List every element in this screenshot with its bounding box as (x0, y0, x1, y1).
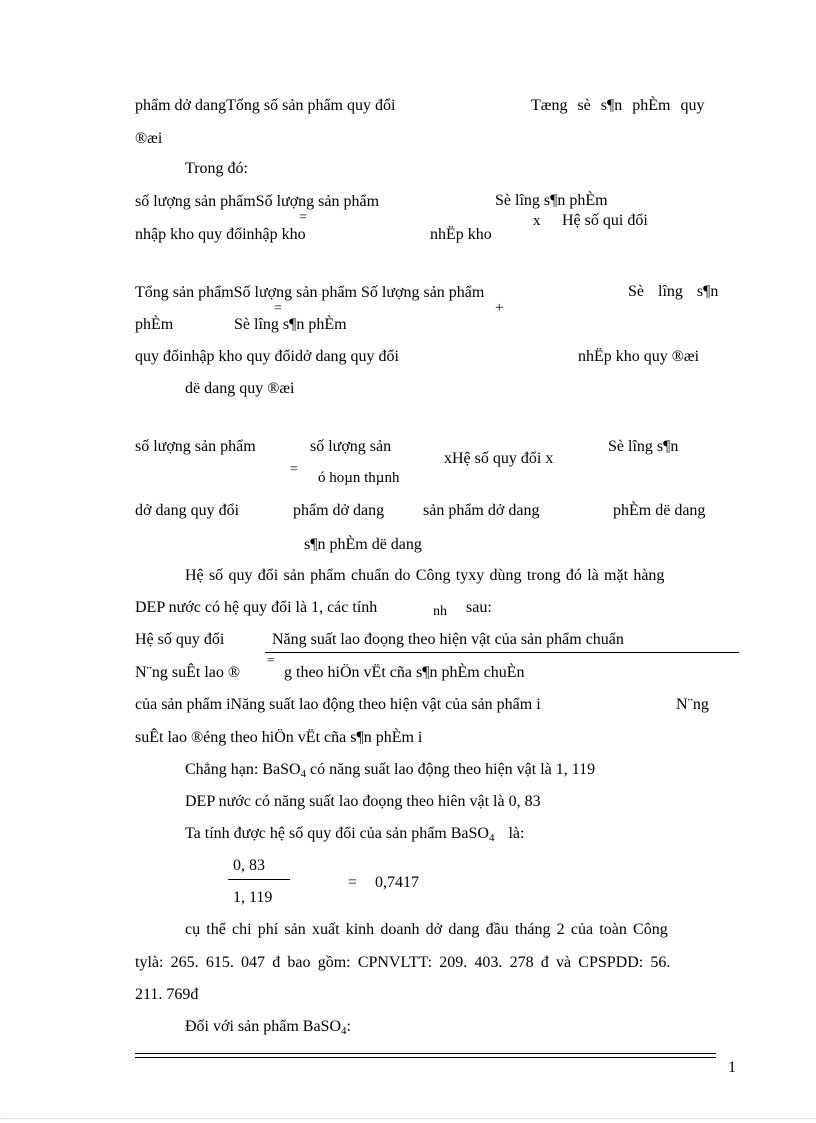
text-line: Sè lîng s¶n phÈm (234, 316, 347, 333)
text-line: g theo hiÖn vËt cña s¶n phÈm chuÈn (284, 664, 525, 681)
text-line: xHệ số quy đổi x (444, 450, 554, 467)
text-line: phẩm dở dang (293, 502, 385, 519)
text-line: phÈm (135, 316, 174, 333)
fraction-denominator: 1, 119 (233, 889, 273, 906)
text-line: nhËp kho quy ®æi (578, 348, 700, 365)
text-line: Tổng sản phẩmSố lượng sản phẩm Số lượng sản phẩm (135, 284, 485, 301)
text-line: sau: (466, 599, 492, 616)
fraction-numerator: 0, 83 (233, 857, 265, 874)
text-line: dë dang quy ®æi (185, 380, 295, 397)
text-line: Đối với sản phẩm BaSO$_4$: (185, 1018, 351, 1037)
fraction-result: 0,7417 (375, 874, 419, 891)
text-line: số lượng sản (310, 438, 392, 455)
text-line: Hệ số quy đổi sản phẩm chuẩn do Công tyxy dùng trong đó là mặt hàng (185, 567, 665, 584)
text-line: Ta tính được hệ số quy đổi của sản phẩm BaSO$_4$ là: (185, 825, 525, 844)
page-bottom-dotted-line (0, 1118, 816, 1119)
text-line: của sản phẩm iNăng suất lao động theo hiện vật của sản phẩm i (135, 696, 541, 713)
fraction-bar (228, 879, 290, 880)
text-line: N¨ng suÊt lao ® (135, 664, 241, 681)
text-line: N¨ng (676, 696, 709, 713)
equals-sign: = (290, 462, 298, 477)
text-line: DEP nước có năng suất lao đoọng theo hiên vật là 0, 83 (185, 793, 541, 810)
text-line: Hệ số qui đổi (562, 212, 648, 229)
equals-sign: = (299, 210, 307, 225)
fraction-bar (265, 652, 739, 653)
text-line: nh (433, 604, 447, 619)
text-line: Tæng sè s¶n phÈm quy (531, 97, 705, 114)
text-line: cụ thể chi phí sản xuất kinh doanh dở dang đầu tháng 2 của toàn Công (185, 921, 668, 938)
page-number: 1 (728, 1059, 736, 1076)
footer-rule (135, 1053, 716, 1054)
text-line: Sè lîng s¶n (628, 283, 719, 300)
text-line: Trong đó: (185, 160, 248, 177)
text-line: Sè lîng s¶n phÈm (495, 192, 608, 209)
text-line: Sè lîng s¶n (608, 438, 679, 455)
equals-sign: = (348, 874, 358, 891)
text-line: suÊt lao ®éng theo hiÖn vËt cña s¶n phÈm i (135, 729, 423, 746)
equals-sign: = (267, 652, 275, 667)
text-line: số lượng sản phẩm (135, 438, 256, 455)
text-line: phÈm dë dang (613, 502, 706, 519)
text-line: dở dang quy đổi (135, 502, 240, 519)
text-line: nhập kho quy đổinhập kho (135, 226, 306, 243)
text-line: ®æi (135, 130, 163, 147)
multiply-sign: x (533, 213, 541, 229)
text-line: Năng suất lao đoọng theo hiện vật của sản phẩm chuẩn (272, 631, 624, 648)
text-line: ó hoµn thµnh (318, 470, 400, 486)
text-line: tylà: 265. 615. 047 đ bao gồm: CPNVLTT: 209. 403. 278 đ và CPSPDD: 56. (135, 954, 671, 971)
text-line: số lượng sản phẩmSố lượng sản phẩm (135, 193, 380, 210)
text-line: Hệ số quy đổi (135, 631, 225, 648)
text-line: Chẳng hạn: BaSO$_4$ có năng suất lao động theo hiện vật là 1, 119 (185, 761, 596, 780)
text-line: quy đổinhập kho quy đổidở dang quy đổi (135, 348, 399, 365)
text-line: DEP nước có hệ quy đổi là 1, các tính (135, 599, 378, 616)
text-line: nhËp kho (430, 226, 492, 243)
text-line: 211. 769đ (135, 986, 199, 1003)
footer-rule (135, 1057, 716, 1058)
text-line: sản phẩm dở dang (423, 502, 540, 519)
text-line: s¶n phÈm dë dang (304, 536, 422, 553)
plus-sign: + (495, 300, 504, 316)
equals-sign: = (274, 301, 282, 316)
text-line: phẩm dở dangTổng số sản phẩm quy đổi (135, 97, 396, 114)
